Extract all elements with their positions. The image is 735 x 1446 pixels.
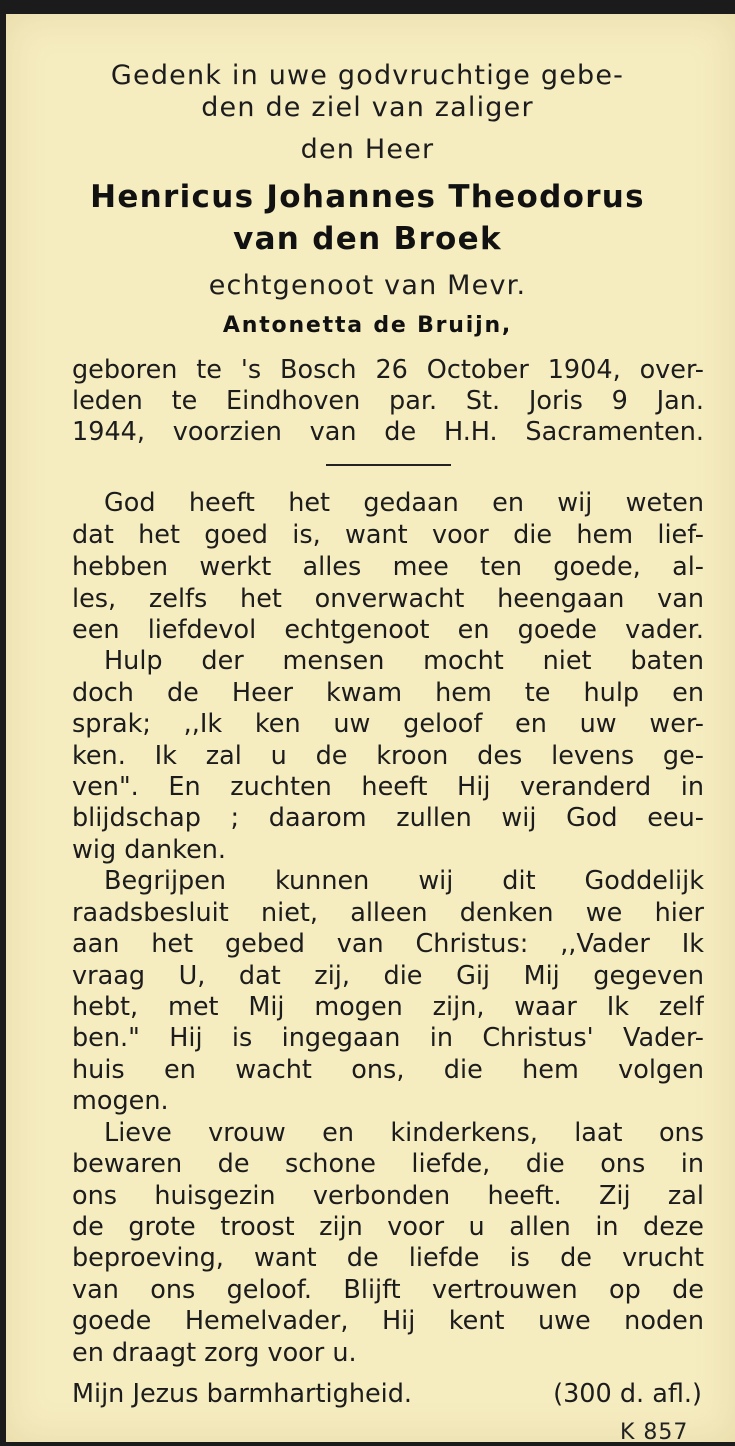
text-line: aan het gebed van Christus: ,,Vader Ik bbox=[72, 929, 704, 959]
text-line: mogen. bbox=[72, 1086, 169, 1116]
divider-rule bbox=[326, 464, 451, 466]
text-line: beproeving, want de liefde is de vrucht bbox=[72, 1243, 704, 1273]
deceased-name-line-1: Henricus Johannes Theodorus bbox=[90, 179, 645, 215]
text-line: Hulp der mensen mocht niet baten bbox=[104, 646, 704, 676]
text-line: Lieve vrouw en kinderkens, laat ons bbox=[104, 1118, 704, 1148]
text-line: les, zelfs het onverwacht heengaan van bbox=[72, 584, 704, 614]
text-line: raadsbesluit niet, alleen denken we hier bbox=[72, 898, 704, 928]
text-line: de grote troost zijn voor u allen in deze bbox=[72, 1212, 704, 1242]
text-line: ben." Hij is ingegaan in Christus' Vader- bbox=[72, 1023, 704, 1053]
text-line: een liefdevol echtgenoot en goede vader. bbox=[72, 615, 704, 645]
text-line: van ons geloof. Blijft vertrouwen op de bbox=[72, 1275, 704, 1305]
text-line: God heeft het gedaan en wij weten bbox=[104, 488, 704, 518]
text-line: ken. Ik zal u de kroon des levens ge- bbox=[72, 741, 704, 771]
intro-line-2: den de ziel van zaliger bbox=[201, 92, 534, 123]
deceased-name-line-2: van den Broek bbox=[233, 221, 502, 257]
intro-line-1: Gedenk in uwe godvruchtige gebe- bbox=[110, 60, 625, 91]
spouse-name: Antonetta de Bruijn, bbox=[222, 313, 513, 338]
text-line: ven". En zuchten heeft Hij veranderd in bbox=[72, 772, 704, 802]
text-line: wig danken. bbox=[72, 835, 227, 865]
text-line: vraag U, dat zij, die Gij Mij gegeven bbox=[72, 961, 704, 991]
text-line: en draagt zorg voor u. bbox=[72, 1338, 357, 1368]
text-line: Begrijpen kunnen wij dit Goddelijk bbox=[104, 866, 704, 896]
text-line: hebben werkt alles mee ten goede, al- bbox=[72, 552, 704, 582]
text-line: huis en wacht ons, die hem volgen bbox=[72, 1055, 704, 1085]
intro-line-3: den Heer bbox=[300, 134, 435, 165]
card-code: K 857 bbox=[620, 1420, 689, 1445]
closing-row bbox=[72, 1379, 704, 1411]
text-line: ons huisgezin verbonden heeft. Zij zal bbox=[72, 1181, 704, 1211]
text-line: hebt, met Mij mogen zijn, waar Ik zelf bbox=[72, 992, 704, 1022]
prayer-text: Mijn Jezus barmhartigheid. bbox=[72, 1379, 413, 1409]
text-line: dat het goed is, want voor die hem lief- bbox=[72, 520, 704, 550]
text-line: bewaren de schone liefde, die ons in bbox=[72, 1149, 704, 1179]
birth-line-3: 1944, voorzien van de H.H. Sacramenten. bbox=[72, 417, 704, 447]
text-line: goede Hemelvader, Hij kent uwe noden bbox=[72, 1306, 704, 1336]
text-line: blijdschap ; daarom zullen wij God eeu- bbox=[72, 803, 704, 833]
text-line: sprak; ,,Ik ken uw geloof en uw wer- bbox=[72, 709, 704, 739]
indulgence-note: (300 d. afl.) bbox=[553, 1379, 702, 1409]
birth-line-2: leden te Eindhoven par. St. Joris 9 Jan. bbox=[72, 386, 704, 416]
text-line: doch de Heer kwam hem te hulp en bbox=[72, 678, 704, 708]
spouse-intro: echtgenoot van Mevr. bbox=[208, 270, 527, 301]
birth-line-1: geboren te 's Bosch 26 October 1904, over- bbox=[72, 355, 704, 385]
